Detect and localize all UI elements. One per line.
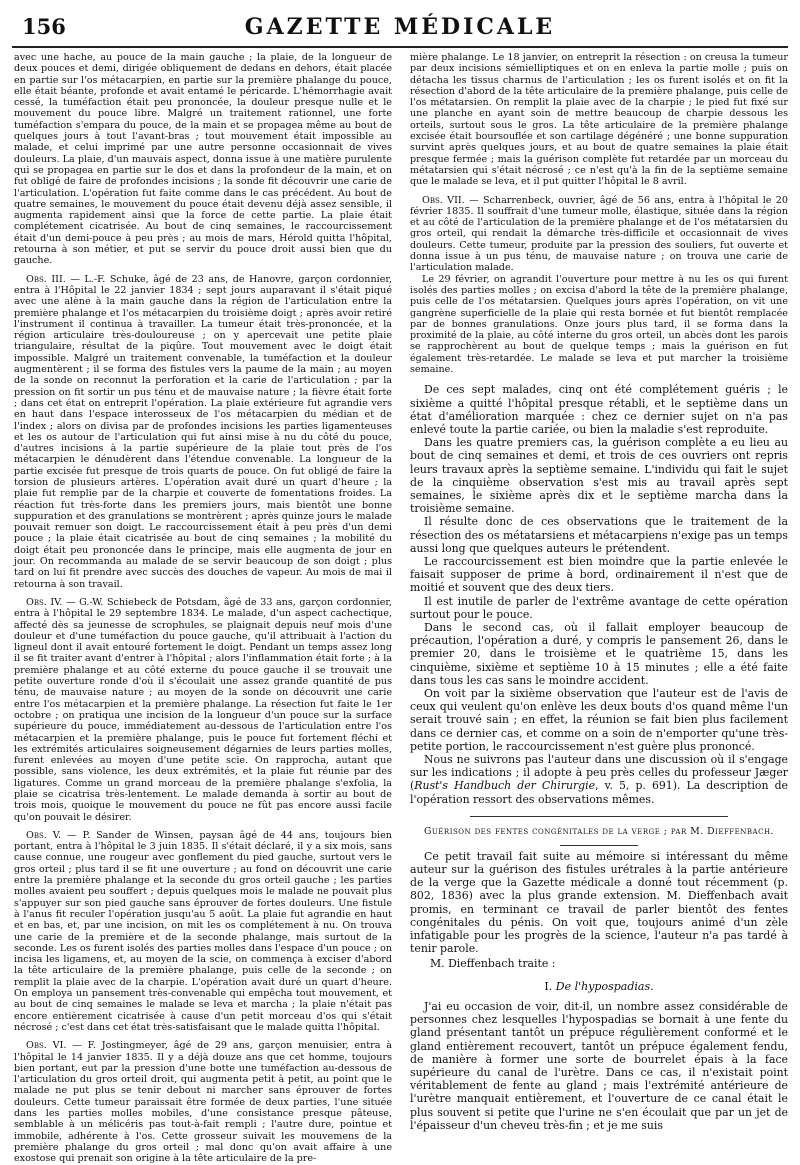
text: Nous ne suivrons pas l'auteur dans une discussion où il s'engage sur les indications ; il adopte à peu près celles du professeur Jæger ( xyxy=(410,753,788,793)
observation-text: — P. Sander de Winsen, paysan âgé de 44 ans, toujours bien portant, entra à l'hôpital le 3 juin 1835. Il s'était déclaré, il y a six mois, sans cause connue, une rougeur avec gonflement du pied gauche, surtout vers le gros orteil ; plus tard il se fit une ouverture ; au fond on découvrit une carie entre la première phalange et la seconde du gros orteil gauche ; les parties molles avaient peu souffert ; depuis quelques mois le malade ne pouvait plus s'appuyer sur son pied gauche sans éprouver de fortes douleurs. Une fistule à l'anus fit reculer l'opération jusqu'au 5 août. La plaie fut agrandie en haut et en bas, et, par une incision, on mit les os complétement à nu. On trouva une carie de la première et de la seconde phalange, mais surtout de la seconde. Les os furent isolés des parties molles dans l'espace d'un pouce ; on incisa les ligamens, et, au moyen de la scie, on commença à exciser d'abord la tête articulaire de la première phalange, puis celle de la seconde ; on remplit la plaie avec de la charpie. L'opération avait duré un quart d'heure. On employa un pansement très-convenable qui empêcha tout mouvement, et au bout de cinq semaines le malade se leva et marcha ; la plaie n'était pas encore entièrement cicatrisée à cause d'un petit morceau d'os qui s'était nécrosé ; c'est dans cet état très-satisfaisant que le malade quitta l'hôpital. xyxy=(14,829,392,1033)
observation-6 xyxy=(14,1040,392,1164)
section-title: Guérison des fentes congénitales de la verge ; par M. Dieffenbach. xyxy=(423,825,775,837)
paragraph: Le 29 février, on agrandit l'ouverture pour mettre à nu les os qui furent isolés des parties molles ; on excisa d'abord la tête de la première phalange, puis celle de l'os métatarsien. Quelques jours après l'opération, on vit une gangrène superficielle de la plaie qui resta bornée et fut bientôt remplacée par de bonnes granulations. Onze jours plus tard, il se forma dans la proximité de la plaie, au côté interne du gros orteil, un abcès dont les parois se rapprochèrent au bout de quelque temps ; mais la guérison en fut également très-retardée. Le malade se leva et put marcher la troisième semaine. xyxy=(410,273,788,376)
observation-label: Obs. V. xyxy=(26,829,62,841)
section-divider xyxy=(470,816,728,817)
observation-text: — F. Jostingmeyer, âgé de 29 ans, garçon menuisier, entra à l'hôpital le 14 janvier 1835. Il y a déjà douze ans que cet homme, toujours bien portant, eut par la pression d'une botte une tuméfaction au-dessous de l'articulation du gros orteil droit, qui augmenta petit à petit, au point que le malade ne put plus se tenir debout ni marcher sans éprouver de fortes douleurs. Cette tumeur paraissait être formée de deux parties, l'une située dans les parties molles mobiles, d'une consistance presque pâteuse, semblable à un mélicéris pas tout-à-fait rempli ; l'autre dure, pointue et immobile, adhérente à l'os. Cette grosseur suivait les mouvemens de la première phalange du gros orteil ; mal donc qu'on avait affaire à une exostose qui prenait son origine à la tête articulaire de la pre- xyxy=(14,1040,392,1165)
observation-label: Obs. IV. xyxy=(26,596,63,608)
observation-4 xyxy=(14,597,392,823)
observation-3 xyxy=(14,274,392,590)
paragraph: mière phalange. Le 18 janvier, on entreprit la résection : on creusa la tumeur par deux incisions sémielliptiques et on en enleva la partie molle ; puis on détacha les tissus charnus de l'articulation ; les os furent isolés et on fit la résection d'abord de la tête articulaire de la première phalange, puis celle de l'os métatarsien. On remplit la plaie avec de la charpie ; le pied fut fixé sur une planche en ayant soin de mettre beaucoup de charpie dessous les orteils, surtout sous le gros. La tête articulaire de la première phalange excisée était boursouflée et son cartilage dégénéré ; une bonne suppuration survint après quelques jours, et au bout de quatre semaines la plaie était presque fermée ; mais la guérison complète fut retardée par un morceau du métatarsien qui s'était nécrosé ; ce n'est qu'à la fin de la septième semaine que le malade se leva, et il put quitter l'hôpital le 8 avril. xyxy=(410,52,788,188)
text: , v. 5, p. 691). La description de l'opération ressort des observations mêmes. xyxy=(410,779,788,806)
observation-7 xyxy=(410,195,788,274)
observation-text: — Scharrenbeck, ouvrier, âgé de 56 ans, entra à l'hôpital le 20 février 1835. Il souffrait d'une tumeur molle, élastique, située dans la région et au côté de l'articulation de la première phalange et de l'os métatarsien du gros orteil, qui rendait la démarche très-difficile et occasionnait de vives douleurs. Cette tumeur, produite par la pression des souliers, fut ouverte et donna issue à un pus ténu, de mauvaise nature ; on trouva une carie de l'articulation malade. xyxy=(410,194,788,274)
paragraph: On voit par la sixième observation que l'auteur est de l'avis de ceux qui veulent qu'on enlève les deux bouts d'os quand même l'un serait trouvé sain ; en effet, la réunion se fait bien plus facilement dans ce dernier cas, et comme on a soin de n'emporter qu'une très-petite portion, le raccourcissement n'est guère plus prononcé. xyxy=(410,686,788,753)
paragraph: Il résulte donc de ces observations que le traitement de la résection des os métatarsiens et métacarpiens n'exige pas un temps aussi long que quelques auteurs le prétendent. xyxy=(410,515,788,555)
observation-5 xyxy=(14,830,392,1033)
header-rule xyxy=(12,46,788,48)
paragraph: De ces sept malades, cinq ont été complétement guéris ; le sixième a quitté l'hôpital presque rétabli, et le septième dans un état d'amélioration marquée : chez ce dernier sujet on n'a pas enlevé toute la partie cariée, ou bien la maladie s'est reproduite. xyxy=(410,383,788,436)
paragraph: J'ai eu occasion de voir, dit-il, un nombre assez considérable de personnes chez lesquelles l'hypospadias se bornait à une fente du gland présentant tantôt un prépuce régulièrement conformé et le gland entièrement recouvert, tantôt un prépuce également fendu, de manière à former une sorte de bourrelet épais à la face supérieure du canal de l'urètre. Dans ce cas, il n'existait point véritablement de fente au gland ; mais l'extrémité antérieure de l'urètre manquait entièrement, et l'ouverture de ce canal était le plus souvent si petite que l'urine ne s'en écoulait que par un jet de l'épaisseur d'un cheveu très-fin ; et je me suis xyxy=(410,999,788,1132)
right-column xyxy=(410,52,788,1132)
paragraph: avec une hache, au pouce de la main gauche ; la plaie, de la longueur de deux pouces et demi, dirigée obliquement de dedans en dehors, était placée en partie sur l'os métacarpien, en partie sur la première phalange du pouce, elle était béante, profonde et avait entamé le péricarde. L'hémorrhagie avait cessé, la tuméfaction était peu prononcée, la douleur presque nulle et le mouvement du pouce libre. Malgré un traitement rationnel, une forte tuméfaction s'empara du pouce, de la main et se propagea même au bout de quelques jours à tout l'avant-bras ; tout mouvement était impossible au malade, et celui imprimé par une autre personne occasionnait de vives douleurs. La plaie, d'un mauvais aspect, donna issue à une matière purulente qui se propagea en partie sur le dos et dans la profondeur de la main, et on fut obligé de faire de profondes incisions ; la sonde fit découvrir une carie de l'articulation. L'opération fut faite comme dans le cas précédent. Au bout de quatre semaines, le mouvement du pouce était devenu déjà assez sensible, il augmenta rapidement ainsi que la force de cette partie. La plaie était complétement cicatrisée. Au bout de cinq semaines, le raccourcissement était d'un demi-pouce à peu près ; au mois de mars, Hérold quitta l'hôpital, retourna à son métier, et put se servir du pouce droit aussi bien que du gauche. xyxy=(14,52,392,267)
page-number: 156 xyxy=(22,14,66,39)
observation-label: Obs. VII. xyxy=(422,194,465,206)
cited-work: Rust's Handbuch der Chirurgie xyxy=(414,779,596,793)
paragraph: Le raccourcissement est bien moindre que la partie enlevée le faisait supposer de prime à bord, ordinairement il n'est que de moitié et souvent que des deux tiers. xyxy=(410,554,788,595)
paragraph: Ce petit travail fait suite au mémoire si intéressant du même auteur sur la guérison des fistules urétrales à la partie antérieure de la verge que la Gazette médicale a donné tout récemment (p. 802, 1836) avec la plus grande extension. M. Dieffenbach avait promis, en terminant ce travail de parler bientôt des fentes congénitales du pénis. On voit que, toujours animé d'un zèle infatigable pour les progrès de la science, l'auteur n'a pas tardé à tenir parole. xyxy=(410,849,788,956)
subsection-number: I. xyxy=(544,979,553,993)
observation-label: Obs. III. xyxy=(26,273,66,285)
observation-text: — G.-W. Schiebeck de Potsdam, âgé de 33 ans, garçon cordonnier, entra à l'hôpital le 29 septembre 1834. Le malade, d'un aspect cachectique, affecté dès sa jeunesse de scrophules, se plaignait depuis neuf mois d'une douleur et d'une tuméfaction du pouce gauche, qu'il attribuait à l'action du ligneul dont il avait entouré fortement le doigt. Pendant un temps assez long il se fit traiter avant d'entrer à l'hôpital ; alors l'inflammation était forte ; à la première phalange et au côté externe du pouce gauche il se trouvait une petite ouverture ronde d'où il s'écoulait une assez grande quantité de pus ténu, de mauvaise nature ; au moyen de la sonde on découvrit une carie entre l'os métacarpien et la première phalange. La résection fut faite le 1er octobre ; on pratiqua une incision de la longueur d'un pouce sur la surface supérieure du pouce, immédiatement au-dessous de l'articulation entre l'os métacarpien et la première phalange, puis le pouce fut fortement fléchi et les extrémités articulaires soigneusement dégarnies de leurs parties molles, furent enlevées au moyen d'une petite scie. On rapprocha, autant que possible, sans violence, les deux extrémités, et la plaie fut réunie par des ligatures. Comme un grand morceau de la première phalange s'exfolia, la plaie se cicatrisa très-lentement. Le malade demanda à sortir au bout de trois mois, quoique le mouvement du pouce ne fût pas encore aussi facile qu'on pouvait le désirer. xyxy=(14,596,392,823)
journal-title: GAZETTE MÉDICALE xyxy=(244,14,556,40)
paragraph xyxy=(410,753,788,806)
paragraph: Dans les quatre premiers cas, la guérison complète a eu lieu au bout de cinq semaines et demi, et trois de ces ouvriers ont repris leurs travaux après la septième semaine. L'individu qui fait le sujet de la cinquième observation s'est mis au travail après sept semaines, le sixième après dix et le septième marcha dans la troisième semaine. xyxy=(410,436,788,516)
subsection-heading xyxy=(410,981,788,992)
paragraph: M. Dieffenbach traite : xyxy=(430,957,556,971)
left-column xyxy=(14,52,392,1165)
paragraph: Dans le second cas, où il fallait employer beaucoup de précaution, l'opération a duré, y compris le pansement 26, dans le premier 20, dans le troisième et le quatrième 15, dans les cinquième, sixième et septième 10 à 15 minutes ; elle a été faite dans tous les cas sans le moindre accident. xyxy=(410,620,788,687)
subsection-title: De l'hypospadias. xyxy=(555,979,654,993)
observation-text: — L.-F. Schuke, âgé de 23 ans, de Hanovre, garçon cordonnier, entra à l'Hôpital le 22 janvier 1834 ; sept jours auparavant il s'était piqué avec une alène à la main gauche dans la région de l'articulation entre la première phalange et l'os métacarpien du troisième doigt ; après avoir retiré l'instrument il continua à travailler. La tumeur était très-prononcée, et la région articulaire très-douloureuse ; on y apercevait une petite plaie triangulaire, résultat de la piqûre. Tout mouvement avec le doigt était impossible. Malgré un traitement convenable, la tuméfaction et la douleur augmentèrent ; il se forma des fistules vers la paume de la main ; au moyen de la sonde on reconnut la perforation et la carie de l'articulation ; par la pression on fit sortir un pus ténu et de mauvaise nature ; la fièvre était forte ; dans cet état on entreprit l'opération. La plaie extérieure fut agrandie vers en haut dans l'espace interosseux de l'os métacarpien du médian et de l'index ; alors on divisa par de profondes incisions les parties ligamenteuses et les os autour de l'articulation qui fut ainsi mise à nu du côté du pouce, d'autres incisions à la partie supérieure de la plaie tout près de l'os métacarpien le dénudèrent dans l'étendue convenable. La longueur de la partie excisée fut presque de trois quarts de pouce. On fut obligé de faire la torsion de plusieurs artères. L'opération avait duré un quart d'heure ; la plaie fut remplie par de la charpie et couverte de fomentations froides. La réaction fut très-forte dans les premiers jours, mais bientôt une bonne suppuration et des granulations se montrèrent ; après quinze jours le malade pouvait remuer son doigt. Le raccourcissement était à peu près d'un demi pouce ; la plaie était cicatrisée au bout de cinq semaines ; la mobilité du doigt était peu prononcée dans le principe, mais elle augmenta de jour en jour. On recommanda au malade de se servir beaucoup de son doigt ; plus tard on lui fit prendre avec succès des douches de vapeur. Au mois de mai il retourna à son travail. xyxy=(14,273,392,590)
section-divider xyxy=(560,845,638,846)
page-header xyxy=(12,6,788,50)
paragraph: Il est inutile de parler de l'extrême avantage de cette opération surtout pour le pouce. xyxy=(410,594,788,621)
summary-section xyxy=(410,383,788,1132)
observation-label: Obs. VI. xyxy=(26,1040,67,1052)
